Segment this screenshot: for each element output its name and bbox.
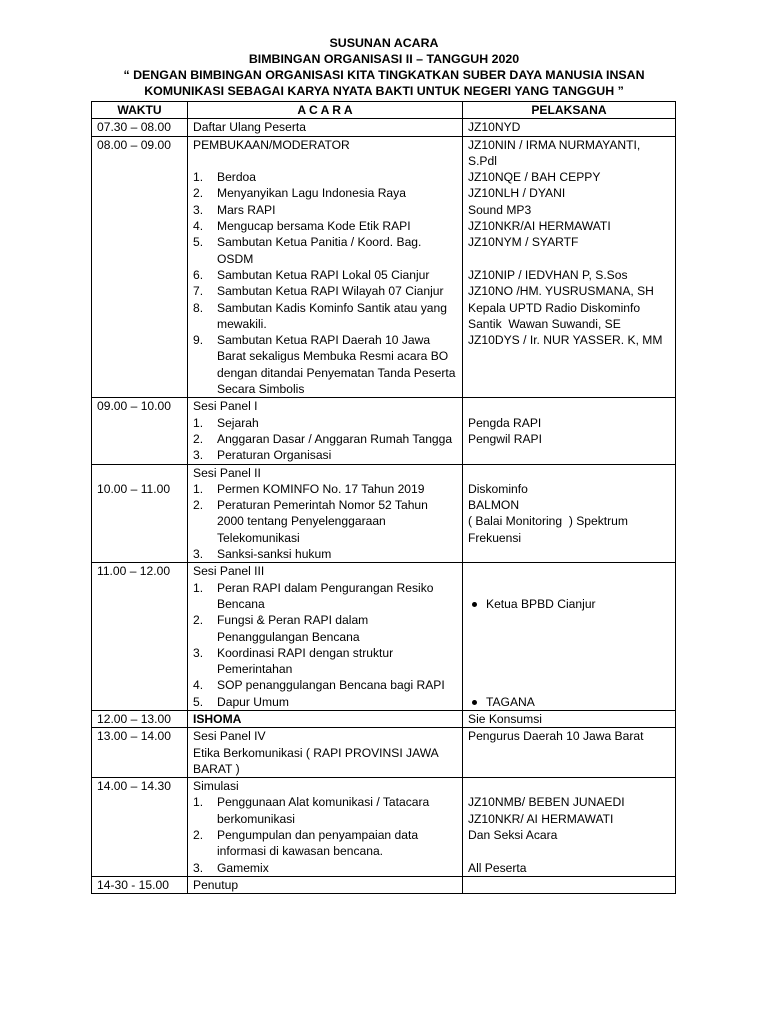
list-item: 5 . Dapur Umum (193, 694, 458, 710)
time-cell: 13.00 – 14.00 (92, 728, 188, 778)
executor-line: All Peserta (468, 860, 527, 875)
list-item: 2 . Fungsi & Peran RAPI dalam Penanggulangan Bencana (193, 612, 458, 645)
activity-list (193, 415, 458, 464)
executor-cell: Sie Konsumsi (463, 710, 676, 727)
time-cell: 11.00 – 12.00 (92, 563, 188, 711)
time-cell: 12.00 – 13.00 (92, 710, 188, 727)
activity-list (193, 169, 458, 397)
executor-line: JZ10NQE / BAH CEPPY (468, 170, 601, 185)
activity-cell (188, 563, 463, 711)
list-item: 8 . Sambutan Kadis Kominfo Santik atau yang mewakili. (193, 300, 458, 333)
executor-line: Sound MP3 (468, 202, 532, 217)
list-item: 1 . Permen KOMINFO No. 17 Tahun 2019 (193, 481, 458, 497)
time-cell: 09.00 – 10.00 (92, 398, 188, 464)
doc-theme-line-2: KOMUNIKASI SEBAGAI KARYA NYATA BAKTI UNTUK NEGERI YANG TANGGUH ” (144, 84, 624, 98)
session-title: Sesi Panel II (193, 465, 261, 480)
time-cell: 08.00 – 09.00 (92, 136, 188, 398)
table-row (92, 876, 676, 893)
list-item: 2 . Pengumpulan dan penyampaian data informasi di kawasan bencana. (193, 827, 458, 860)
activity-cell: ISHOMA (188, 710, 463, 727)
list-item: 2 . Peraturan Pemerintah Nomor 52 Tahun 2000 tentang Penyelenggaraan Telekomunikasi (193, 497, 458, 546)
list-item: 1 . Peran RAPI dalam Pengurangan Resiko Bencana (193, 580, 458, 613)
activity-cell (188, 136, 463, 398)
executor-line: JZ10NKR/ AI HERMAWATI (468, 811, 614, 826)
executor-line: JZ10NLH / DYANI (468, 186, 566, 201)
agenda-table (91, 101, 676, 894)
list-item: 3 . Gamemix (193, 860, 458, 876)
activity-cell (188, 398, 463, 464)
doc-title: SUSUNAN ACARA (329, 36, 439, 50)
document-header (0, 35, 768, 99)
table-row (92, 778, 676, 877)
session-title: Sesi Panel I (193, 399, 258, 414)
table-row (92, 119, 676, 136)
executor-line: JZ10NKR/AI HERMAWATI (468, 219, 611, 234)
column-header-time: WAKTU (92, 102, 188, 119)
time-cell: 10.00 – 11.00 (92, 464, 188, 563)
session-title: Sesi Panel IV (193, 729, 266, 744)
executor-line: JZ10NIN / IRMA NURMAYANTI, S.Pdl (468, 137, 644, 168)
executor-cell: Pengurus Daerah 10 Jawa Barat (463, 728, 676, 778)
list-item: 2 . Anggaran Dasar / Anggaran Rumah Tangga (193, 431, 458, 447)
activity-list (193, 481, 458, 562)
list-item: 1 . Berdoa (193, 169, 458, 185)
executor-line: JZ10NMB/ BEBEN JUNAEDI (468, 795, 625, 810)
list-item: 9 . Sambutan Ketua RAPI Daerah 10 Jawa Barat sekaligus Membuka Resmi acara BO dengan ditandai Penyematan Tanda Peserta Secara Simbolis (193, 332, 458, 397)
table-row (92, 398, 676, 464)
bullet-icon (472, 602, 477, 607)
session-title: PEMBUKAAN/MODERATOR (193, 137, 350, 152)
executor-line: JZ10NIP / IEDVHAN P, S.Sos (468, 267, 628, 282)
executor-line: Pengda RAPI (468, 415, 542, 430)
executor-line: JZ10DYS / Ir. NUR YASSER. K, MM (468, 333, 663, 348)
executor-line: Diskominfo (468, 481, 528, 496)
executor-line: JZ10NYM / SYARTF (468, 235, 579, 250)
executor-line: Pengwil RAPI (468, 431, 542, 446)
list-item: 2 . Menyanyikan Lagu Indonesia Raya (193, 185, 458, 201)
activity-list (193, 580, 458, 710)
table-header-row (92, 102, 676, 119)
activity-cell (188, 728, 463, 778)
list-item: 3 . Peraturan Organisasi (193, 447, 458, 463)
executor-line: Kepala UPTD Radio Diskominfo Santik Wawan Suwandi, SE (468, 300, 644, 331)
list-item: 3 . Mars RAPI (193, 202, 458, 218)
session-title: Simulasi (193, 779, 239, 794)
doc-theme-line-1: “ DENGAN BIMBINGAN ORGANISASI KITA TINGKATKAN SUBER DAYA MANUSIA INSAN (123, 68, 645, 82)
executor-line: BALMON (468, 498, 520, 513)
list-item: 5 . Sambutan Ketua Panitia / Koord. Bag. OSDM (193, 234, 458, 267)
list-item: 3 . Koordinasi RAPI dengan struktur Pemerintahan (193, 645, 458, 678)
table-row (92, 728, 676, 778)
executor-line: Dan Seksi Acara (468, 828, 558, 843)
table-row (92, 464, 676, 563)
activity-cell: Penutup (188, 876, 463, 893)
column-header-executor: PELAKSANA (463, 102, 676, 119)
executor-cell: JZ10NYD (463, 119, 676, 136)
list-item: 7 . Sambutan Ketua RAPI Wilayah 07 Cianjur (193, 283, 458, 299)
executor-line: JZ10NO /HM. YUSRUSMANA, SH (468, 284, 654, 299)
executor-line: ( Balai Monitoring ) Spektrum Frekuensi (468, 514, 632, 545)
list-item: 4 . SOP penanggulangan Bencana bagi RAPI (193, 677, 458, 693)
session-description: Etika Berkomunikasi ( RAPI PROVINSI JAWA BARAT ) (193, 745, 439, 776)
executor-bullet-item: TAGANA (468, 694, 671, 710)
time-cell: 14.00 – 14.30 (92, 778, 188, 877)
list-item: 3 . Sanksi-sanksi hukum (193, 546, 458, 562)
activity-cell (188, 778, 463, 877)
activity-list (193, 794, 458, 875)
executor-cell (463, 136, 676, 398)
list-item: 1 . Sejarah (193, 415, 458, 431)
executor-cell (463, 778, 676, 877)
table-row (92, 136, 676, 398)
executor-cell (463, 464, 676, 563)
time-cell: 14-30 - 15.00 (92, 876, 188, 893)
activity-cell (188, 464, 463, 563)
time-cell: 07.30 – 08.00 (92, 119, 188, 136)
executor-bullet-item: Ketua BPBD Cianjur (468, 596, 671, 612)
executor-cell (463, 398, 676, 464)
bullet-icon (472, 700, 477, 705)
list-item: 6 . Sambutan Ketua RAPI Lokal 05 Cianjur (193, 267, 458, 283)
activity-cell: Daftar Ulang Peserta (188, 119, 463, 136)
list-item: 1 . Penggunaan Alat komunikasi / Tatacara berkomunikasi (193, 794, 458, 827)
list-item: 4 . Mengucap bersama Kode Etik RAPI (193, 218, 458, 234)
doc-subtitle: BIMBINGAN ORGANISASI II – TANGGUH 2020 (248, 52, 520, 66)
session-title: Sesi Panel III (193, 564, 265, 579)
column-header-activity: A C A R A (188, 102, 463, 119)
executor-cell (463, 563, 676, 711)
table-row (92, 563, 676, 711)
executor-cell (463, 876, 676, 893)
table-row (92, 710, 676, 727)
